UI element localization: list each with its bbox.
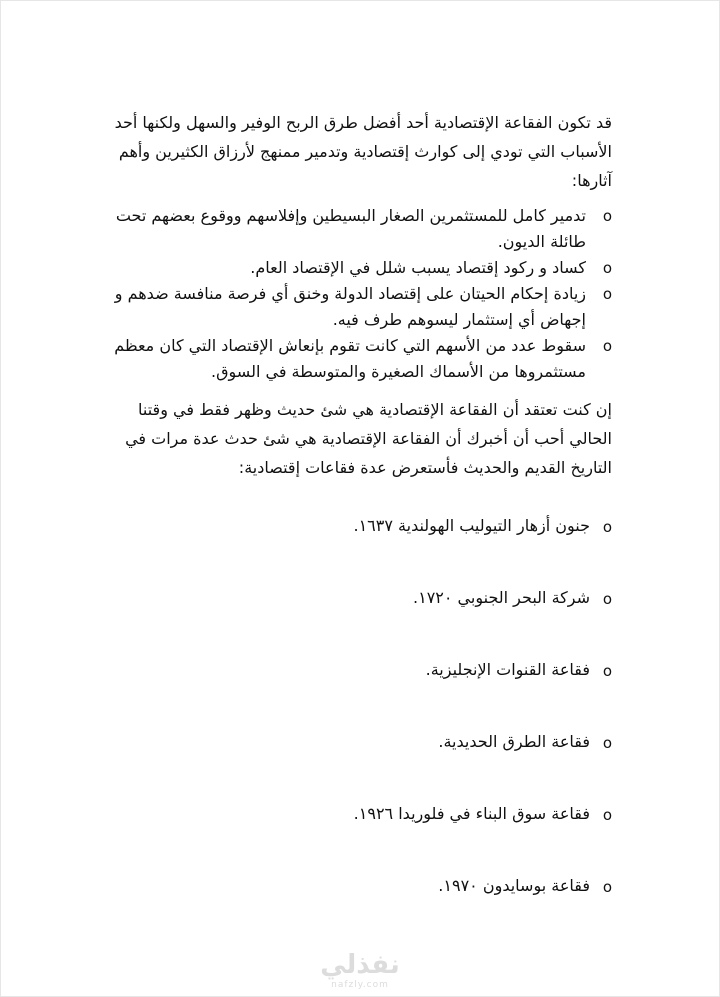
second-paragraph: إن كنت تعتقد أن الفقاعة الإقتصادية هي شئ حديث وظهر فقط في وقتنا الحالي أحب أن أخبرك أن الفقاعة الإقتصادية هي شئ حدث عدة مرات في التاريخ القديم والحديث فأستعرض عدة فقاعات إقتصادية: bbox=[125, 400, 612, 477]
list-item bbox=[100, 800, 612, 872]
list-item-text: تدمير كامل للمستثمرين الصغار البسيطين وإفلاسهم ووقوع بعضهم تحت طائلة الديون. bbox=[115, 206, 586, 251]
list-item bbox=[100, 333, 612, 385]
bubbles-list bbox=[100, 512, 612, 944]
list-item-text: فقاعة بوسايدون ١٩٧٠. bbox=[438, 876, 590, 895]
circle-bullet-icon: o bbox=[602, 518, 612, 536]
list-item bbox=[100, 728, 612, 800]
circle-bullet-icon: o bbox=[602, 337, 612, 355]
list-item bbox=[100, 281, 612, 333]
list-item bbox=[100, 203, 612, 255]
watermark-domain: nafzly.com bbox=[331, 980, 389, 990]
circle-bullet-icon: o bbox=[602, 259, 612, 277]
list-item bbox=[100, 512, 612, 584]
list-item-text: فقاعة سوق البناء في فلوريدا ١٩٢٦. bbox=[353, 804, 590, 823]
circle-bullet-icon: o bbox=[602, 662, 612, 680]
list-item bbox=[100, 584, 612, 656]
circle-bullet-icon: o bbox=[602, 590, 612, 608]
circle-bullet-icon: o bbox=[602, 806, 612, 824]
watermark-text: نفذلي bbox=[320, 950, 400, 980]
list-item-text: فقاعة الطرق الحديدية. bbox=[438, 732, 590, 751]
list-item-text: سقوط عدد من الأسهم التي كانت تقوم بإنعاش الإقتصاد التي كان معظم مستثمروها من الأسماك الصغيرة والمتوسطة في السوق. bbox=[114, 336, 586, 381]
list-item-text: فقاعة القنوات الإنجليزية. bbox=[425, 660, 590, 679]
list-item-text: جنون أزهار التيوليب الهولندية ١٦٣٧. bbox=[353, 516, 590, 535]
circle-bullet-icon: o bbox=[602, 734, 612, 752]
circle-bullet-icon: o bbox=[602, 285, 612, 303]
list-item bbox=[100, 656, 612, 728]
list-item bbox=[100, 255, 612, 281]
circle-bullet-icon: o bbox=[602, 878, 612, 896]
list-item-text: زيادة إحكام الحيتان على إقتصاد الدولة وخنق أي فرصة منافسة ضدهم و إجهاض أي إستثمار ليسوهم طرف فيه. bbox=[114, 284, 586, 329]
document-body bbox=[100, 108, 612, 944]
watermark-logo bbox=[310, 950, 410, 990]
list-item-text: شركة البحر الجنوبي ١٧٢٠. bbox=[413, 588, 590, 607]
intro-paragraph: قد تكون الفقاعة الإقتصادية أحد أفضل طرق الربح الوفير والسهل ولكنها أحد الأسباب التي تودي إلى كوارث إقتصادية وتدمير ممنهج لأرزاق الكثيرين وأهم آثارها: bbox=[114, 113, 612, 190]
effects-list bbox=[100, 203, 612, 385]
circle-bullet-icon: o bbox=[602, 207, 612, 225]
list-item bbox=[100, 872, 612, 944]
list-item-text: كساد و ركود إقتصاد يسبب شلل في الإقتصاد العام. bbox=[250, 258, 586, 277]
